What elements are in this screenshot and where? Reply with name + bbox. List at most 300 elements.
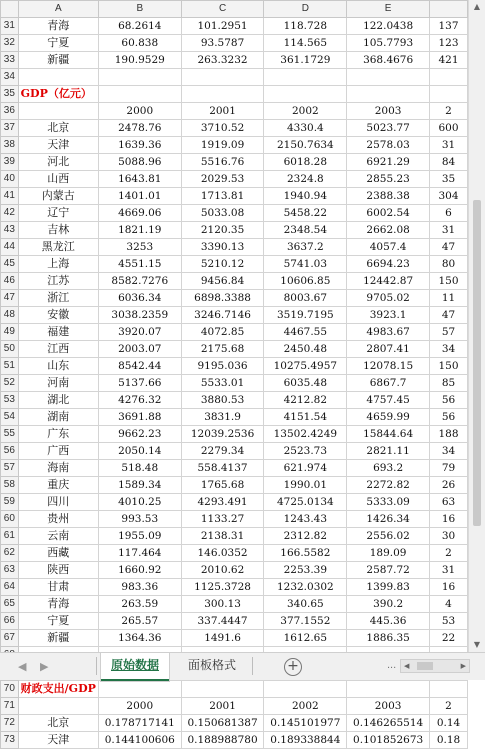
province-cell[interactable]: 甘肃: [18, 579, 98, 596]
province-cell[interactable]: 上海: [18, 256, 98, 273]
value-cell[interactable]: 137: [430, 18, 468, 35]
fiscal-section-title[interactable]: 财政支出/GDP: [18, 681, 98, 698]
add-sheet-icon[interactable]: +: [284, 658, 302, 676]
row-number[interactable]: 34: [1, 69, 19, 86]
province-cell[interactable]: 宁夏: [18, 35, 98, 52]
vertical-scroll-thumb[interactable]: [473, 200, 481, 526]
value-cell[interactable]: 9705.02: [347, 290, 430, 307]
row-number[interactable]: 56: [1, 443, 19, 460]
value-cell[interactable]: 22: [430, 630, 468, 647]
value-cell[interactable]: 105.7793: [347, 35, 430, 52]
value-cell[interactable]: 150: [430, 273, 468, 290]
row-number[interactable]: 66: [1, 613, 19, 630]
province-cell[interactable]: 北京: [18, 120, 98, 137]
value-cell[interactable]: 421: [430, 52, 468, 69]
gdp-section-title[interactable]: GDP（亿元）: [18, 86, 98, 103]
value-cell[interactable]: 9662.23: [98, 426, 181, 443]
value-cell[interactable]: 2807.41: [347, 341, 430, 358]
province-cell[interactable]: 山东: [18, 358, 98, 375]
value-cell[interactable]: 558.4137: [181, 460, 264, 477]
value-cell[interactable]: 1399.83: [347, 579, 430, 596]
value-cell[interactable]: 150: [430, 358, 468, 375]
value-cell[interactable]: 2662.08: [347, 222, 430, 239]
value-cell[interactable]: 1491.6: [181, 630, 264, 647]
value-cell[interactable]: 31: [430, 562, 468, 579]
value-cell[interactable]: 377.1552: [264, 613, 347, 630]
value-cell[interactable]: 4293.491: [181, 494, 264, 511]
value-cell[interactable]: 2010.62: [181, 562, 264, 579]
value-cell[interactable]: 57: [430, 324, 468, 341]
row-number[interactable]: 70: [1, 681, 19, 698]
value-cell[interactable]: 304: [430, 188, 468, 205]
value-cell[interactable]: 5741.03: [264, 256, 347, 273]
value-cell[interactable]: 10606.85: [264, 273, 347, 290]
empty-cell[interactable]: [347, 69, 430, 86]
column-header-f[interactable]: [430, 1, 468, 18]
value-cell[interactable]: 3519.7195: [264, 307, 347, 324]
empty-cell[interactable]: [18, 69, 98, 86]
value-cell[interactable]: 84: [430, 154, 468, 171]
year-cell[interactable]: 2: [430, 698, 468, 715]
value-cell[interactable]: 6921.29: [347, 154, 430, 171]
row-number[interactable]: 67: [1, 630, 19, 647]
value-cell[interactable]: 2003.07: [98, 341, 181, 358]
value-cell[interactable]: 263.59: [98, 596, 181, 613]
value-cell[interactable]: 9195.036: [181, 358, 264, 375]
value-cell[interactable]: 3253: [98, 239, 181, 256]
value-cell[interactable]: 9456.84: [181, 273, 264, 290]
value-cell[interactable]: 518.48: [98, 460, 181, 477]
value-cell[interactable]: 188: [430, 426, 468, 443]
column-header-a[interactable]: A: [18, 1, 98, 18]
value-cell[interactable]: 31: [430, 222, 468, 239]
value-cell[interactable]: 0.101852673: [347, 732, 430, 749]
row-number[interactable]: 43: [1, 222, 19, 239]
row-number[interactable]: 38: [1, 137, 19, 154]
row-number[interactable]: 62: [1, 545, 19, 562]
value-cell[interactable]: 6867.7: [347, 375, 430, 392]
value-cell[interactable]: 2523.73: [264, 443, 347, 460]
horizontal-scroll-thumb[interactable]: [417, 662, 433, 670]
value-cell[interactable]: 80: [430, 256, 468, 273]
province-cell[interactable]: 天津: [18, 137, 98, 154]
row-number[interactable]: 54: [1, 409, 19, 426]
value-cell[interactable]: 1955.09: [98, 528, 181, 545]
value-cell[interactable]: 31: [430, 137, 468, 154]
row-number[interactable]: 59: [1, 494, 19, 511]
row-number[interactable]: 57: [1, 460, 19, 477]
column-header-c[interactable]: C: [181, 1, 264, 18]
empty-cell[interactable]: [264, 681, 347, 698]
value-cell[interactable]: 2478.76: [98, 120, 181, 137]
value-cell[interactable]: 2312.82: [264, 528, 347, 545]
value-cell[interactable]: 2450.48: [264, 341, 347, 358]
value-cell[interactable]: 1886.35: [347, 630, 430, 647]
value-cell[interactable]: 1401.01: [98, 188, 181, 205]
province-cell[interactable]: 宁夏: [18, 613, 98, 630]
value-cell[interactable]: 56: [430, 409, 468, 426]
value-cell[interactable]: 4010.25: [98, 494, 181, 511]
value-cell[interactable]: 8542.44: [98, 358, 181, 375]
year-cell[interactable]: 2: [430, 103, 468, 120]
value-cell[interactable]: 2556.02: [347, 528, 430, 545]
empty-cell[interactable]: [181, 86, 264, 103]
value-cell[interactable]: 6898.3388: [181, 290, 264, 307]
value-cell[interactable]: 1660.92: [98, 562, 181, 579]
column-header-b[interactable]: B: [98, 1, 181, 18]
value-cell[interactable]: 3390.13: [181, 239, 264, 256]
row-number[interactable]: 31: [1, 18, 19, 35]
row-number[interactable]: 40: [1, 171, 19, 188]
value-cell[interactable]: 3246.7146: [181, 307, 264, 324]
value-cell[interactable]: 47: [430, 239, 468, 256]
empty-cell[interactable]: [181, 681, 264, 698]
province-cell[interactable]: 新疆: [18, 630, 98, 647]
value-cell[interactable]: 56: [430, 392, 468, 409]
row-number[interactable]: 41: [1, 188, 19, 205]
province-cell[interactable]: 四川: [18, 494, 98, 511]
value-cell[interactable]: 47: [430, 307, 468, 324]
value-cell[interactable]: 2855.23: [347, 171, 430, 188]
value-cell[interactable]: 3637.2: [264, 239, 347, 256]
empty-cell[interactable]: [430, 86, 468, 103]
value-cell[interactable]: 79: [430, 460, 468, 477]
empty-cell[interactable]: [18, 698, 98, 715]
value-cell[interactable]: 15844.64: [347, 426, 430, 443]
value-cell[interactable]: 68.2614: [98, 18, 181, 35]
value-cell[interactable]: 1589.34: [98, 477, 181, 494]
value-cell[interactable]: 621.974: [264, 460, 347, 477]
value-cell[interactable]: 993.53: [98, 511, 181, 528]
province-cell[interactable]: 西藏: [18, 545, 98, 562]
province-cell[interactable]: 河南: [18, 375, 98, 392]
value-cell[interactable]: 1426.34: [347, 511, 430, 528]
value-cell[interactable]: 265.57: [98, 613, 181, 630]
province-cell[interactable]: 湖南: [18, 409, 98, 426]
province-cell[interactable]: 吉林: [18, 222, 98, 239]
value-cell[interactable]: 1639.36: [98, 137, 181, 154]
value-cell[interactable]: 4072.85: [181, 324, 264, 341]
value-cell[interactable]: 16: [430, 579, 468, 596]
year-cell[interactable]: 2003: [347, 698, 430, 715]
value-cell[interactable]: 5333.09: [347, 494, 430, 511]
value-cell[interactable]: 6035.48: [264, 375, 347, 392]
value-cell[interactable]: 85: [430, 375, 468, 392]
province-cell[interactable]: 广东: [18, 426, 98, 443]
value-cell[interactable]: 693.2: [347, 460, 430, 477]
value-cell[interactable]: 2175.68: [181, 341, 264, 358]
province-cell[interactable]: 浙江: [18, 290, 98, 307]
empty-cell[interactable]: [430, 69, 468, 86]
row-number[interactable]: 32: [1, 35, 19, 52]
value-cell[interactable]: 53: [430, 613, 468, 630]
value-cell[interactable]: 12039.2536: [181, 426, 264, 443]
row-number[interactable]: 65: [1, 596, 19, 613]
select-all-corner[interactable]: [1, 1, 19, 18]
tab-panel-format[interactable]: [178, 653, 246, 679]
value-cell[interactable]: 368.4676: [347, 52, 430, 69]
value-cell[interactable]: 2578.03: [347, 137, 430, 154]
row-number[interactable]: 51: [1, 358, 19, 375]
value-cell[interactable]: 123: [430, 35, 468, 52]
tab-raw-data[interactable]: [101, 653, 169, 681]
empty-cell[interactable]: [347, 86, 430, 103]
value-cell[interactable]: 2348.54: [264, 222, 347, 239]
row-number[interactable]: 39: [1, 154, 19, 171]
value-cell[interactable]: 117.464: [98, 545, 181, 562]
province-cell[interactable]: 湖北: [18, 392, 98, 409]
value-cell[interactable]: 10275.4957: [264, 358, 347, 375]
empty-cell[interactable]: [430, 681, 468, 698]
row-number[interactable]: 53: [1, 392, 19, 409]
province-cell[interactable]: 辽宁: [18, 205, 98, 222]
tab-next-icon[interactable]: ▶: [40, 660, 49, 673]
value-cell[interactable]: 2150.7634: [264, 137, 347, 154]
value-cell[interactable]: 2138.31: [181, 528, 264, 545]
value-cell[interactable]: 5023.77: [347, 120, 430, 137]
column-header-e[interactable]: E: [347, 1, 430, 18]
value-cell[interactable]: 2029.53: [181, 171, 264, 188]
value-cell[interactable]: 189.09: [347, 545, 430, 562]
scroll-up-arrow-icon[interactable]: ▲: [473, 2, 481, 11]
value-cell[interactable]: 1243.43: [264, 511, 347, 528]
value-cell[interactable]: 12442.87: [347, 273, 430, 290]
value-cell[interactable]: 2: [430, 545, 468, 562]
year-cell[interactable]: 2003: [347, 103, 430, 120]
value-cell[interactable]: 6036.34: [98, 290, 181, 307]
value-cell[interactable]: 3831.9: [181, 409, 264, 426]
value-cell[interactable]: 34: [430, 341, 468, 358]
row-number[interactable]: 61: [1, 528, 19, 545]
value-cell[interactable]: 1821.19: [98, 222, 181, 239]
province-cell[interactable]: 山西: [18, 171, 98, 188]
value-cell[interactable]: 34: [430, 443, 468, 460]
year-cell[interactable]: 2001: [181, 698, 264, 715]
province-cell[interactable]: 天津: [18, 732, 98, 749]
value-cell[interactable]: 5137.66: [98, 375, 181, 392]
value-cell[interactable]: 1765.68: [181, 477, 264, 494]
scroll-down-arrow-icon[interactable]: ▼: [473, 640, 481, 649]
value-cell[interactable]: 30: [430, 528, 468, 545]
value-cell[interactable]: 6002.54: [347, 205, 430, 222]
value-cell[interactable]: 340.65: [264, 596, 347, 613]
empty-cell[interactable]: [18, 103, 98, 120]
row-number[interactable]: 52: [1, 375, 19, 392]
value-cell[interactable]: 600: [430, 120, 468, 137]
value-cell[interactable]: 4983.67: [347, 324, 430, 341]
value-cell[interactable]: 4467.55: [264, 324, 347, 341]
value-cell[interactable]: 1232.0302: [264, 579, 347, 596]
value-cell[interactable]: 337.4447: [181, 613, 264, 630]
value-cell[interactable]: 93.5787: [181, 35, 264, 52]
value-cell[interactable]: 4276.32: [98, 392, 181, 409]
value-cell[interactable]: 0.146265514: [347, 715, 430, 732]
province-cell[interactable]: 江西: [18, 341, 98, 358]
row-number[interactable]: 58: [1, 477, 19, 494]
row-number[interactable]: 36: [1, 103, 19, 120]
value-cell[interactable]: 4330.4: [264, 120, 347, 137]
value-cell[interactable]: 4659.99: [347, 409, 430, 426]
row-number[interactable]: 48: [1, 307, 19, 324]
row-number[interactable]: 63: [1, 562, 19, 579]
province-cell[interactable]: 江苏: [18, 273, 98, 290]
row-number[interactable]: 49: [1, 324, 19, 341]
value-cell[interactable]: 1713.81: [181, 188, 264, 205]
year-cell[interactable]: 2000: [98, 103, 181, 120]
value-cell[interactable]: 2253.39: [264, 562, 347, 579]
row-number[interactable]: 45: [1, 256, 19, 273]
value-cell[interactable]: 4757.45: [347, 392, 430, 409]
province-cell[interactable]: 贵州: [18, 511, 98, 528]
scroll-left-arrow-icon[interactable]: ◀: [404, 662, 410, 670]
value-cell[interactable]: 1940.94: [264, 188, 347, 205]
value-cell[interactable]: 1125.3728: [181, 579, 264, 596]
empty-cell[interactable]: [98, 681, 181, 698]
value-cell[interactable]: 4212.82: [264, 392, 347, 409]
year-cell[interactable]: 2000: [98, 698, 181, 715]
value-cell[interactable]: 12078.15: [347, 358, 430, 375]
value-cell[interactable]: 2272.82: [347, 477, 430, 494]
row-number[interactable]: 50: [1, 341, 19, 358]
value-cell[interactable]: 4725.0134: [264, 494, 347, 511]
province-cell[interactable]: 安徽: [18, 307, 98, 324]
value-cell[interactable]: 2587.72: [347, 562, 430, 579]
more-dots-icon[interactable]: ...: [387, 659, 397, 671]
value-cell[interactable]: 3710.52: [181, 120, 264, 137]
province-cell[interactable]: 云南: [18, 528, 98, 545]
province-cell[interactable]: 内蒙古: [18, 188, 98, 205]
scroll-right-arrow-icon[interactable]: ▶: [460, 662, 466, 670]
value-cell[interactable]: 4551.15: [98, 256, 181, 273]
value-cell[interactable]: 390.2: [347, 596, 430, 613]
value-cell[interactable]: 4: [430, 596, 468, 613]
row-number[interactable]: 42: [1, 205, 19, 222]
empty-cell[interactable]: [347, 681, 430, 698]
value-cell[interactable]: 1612.65: [264, 630, 347, 647]
value-cell[interactable]: 8582.7276: [98, 273, 181, 290]
column-header-d[interactable]: D: [264, 1, 347, 18]
value-cell[interactable]: 60.838: [98, 35, 181, 52]
empty-cell[interactable]: [98, 86, 181, 103]
value-cell[interactable]: 122.0438: [347, 18, 430, 35]
value-cell[interactable]: 0.188988780: [181, 732, 264, 749]
value-cell[interactable]: 0.189338844: [264, 732, 347, 749]
value-cell[interactable]: 26: [430, 477, 468, 494]
value-cell[interactable]: 2120.35: [181, 222, 264, 239]
value-cell[interactable]: 6018.28: [264, 154, 347, 171]
value-cell[interactable]: 35: [430, 171, 468, 188]
row-number[interactable]: 33: [1, 52, 19, 69]
row-number[interactable]: 55: [1, 426, 19, 443]
row-number[interactable]: 46: [1, 273, 19, 290]
value-cell[interactable]: 5033.08: [181, 205, 264, 222]
vertical-scrollbar[interactable]: [468, 0, 485, 652]
province-cell[interactable]: 重庆: [18, 477, 98, 494]
value-cell[interactable]: 5533.01: [181, 375, 264, 392]
value-cell[interactable]: 0.14: [430, 715, 468, 732]
value-cell[interactable]: 4057.4: [347, 239, 430, 256]
province-cell[interactable]: 河北: [18, 154, 98, 171]
province-cell[interactable]: 新疆: [18, 52, 98, 69]
row-number[interactable]: 44: [1, 239, 19, 256]
value-cell[interactable]: 0.145101977: [264, 715, 347, 732]
value-cell[interactable]: 5516.76: [181, 154, 264, 171]
value-cell[interactable]: 445.36: [347, 613, 430, 630]
value-cell[interactable]: 2324.8: [264, 171, 347, 188]
value-cell[interactable]: 983.36: [98, 579, 181, 596]
province-cell[interactable]: 北京: [18, 715, 98, 732]
empty-cell[interactable]: [181, 69, 264, 86]
value-cell[interactable]: 0.178717141: [98, 715, 181, 732]
value-cell[interactable]: 1643.81: [98, 171, 181, 188]
value-cell[interactable]: 3691.88: [98, 409, 181, 426]
value-cell[interactable]: 146.0352: [181, 545, 264, 562]
value-cell[interactable]: 5458.22: [264, 205, 347, 222]
value-cell[interactable]: 6: [430, 205, 468, 222]
value-cell[interactable]: 3923.1: [347, 307, 430, 324]
value-cell[interactable]: 1990.01: [264, 477, 347, 494]
row-number[interactable]: 37: [1, 120, 19, 137]
row-number[interactable]: 64: [1, 579, 19, 596]
value-cell[interactable]: 5210.12: [181, 256, 264, 273]
row-number[interactable]: 73: [1, 732, 19, 749]
value-cell[interactable]: 11: [430, 290, 468, 307]
value-cell[interactable]: 1133.27: [181, 511, 264, 528]
row-number[interactable]: 72: [1, 715, 19, 732]
row-number[interactable]: 47: [1, 290, 19, 307]
value-cell[interactable]: 0.150681387: [181, 715, 264, 732]
empty-cell[interactable]: [98, 69, 181, 86]
empty-cell[interactable]: [264, 86, 347, 103]
year-cell[interactable]: 2002: [264, 103, 347, 120]
horizontal-scrollbar[interactable]: [400, 659, 470, 673]
province-cell[interactable]: 陕西: [18, 562, 98, 579]
row-number[interactable]: 35: [1, 86, 19, 103]
row-number[interactable]: 71: [1, 698, 19, 715]
value-cell[interactable]: 6694.23: [347, 256, 430, 273]
value-cell[interactable]: 2050.14: [98, 443, 181, 460]
value-cell[interactable]: 13502.4249: [264, 426, 347, 443]
year-cell[interactable]: 2001: [181, 103, 264, 120]
value-cell[interactable]: 300.13: [181, 596, 264, 613]
row-number[interactable]: 60: [1, 511, 19, 528]
value-cell[interactable]: 114.565: [264, 35, 347, 52]
province-cell[interactable]: 青海: [18, 596, 98, 613]
province-cell[interactable]: 广西: [18, 443, 98, 460]
value-cell[interactable]: 2821.11: [347, 443, 430, 460]
value-cell[interactable]: 3038.2359: [98, 307, 181, 324]
province-cell[interactable]: 海南: [18, 460, 98, 477]
value-cell[interactable]: 16: [430, 511, 468, 528]
tab-prev-icon[interactable]: ◀: [18, 660, 27, 673]
province-cell[interactable]: 福建: [18, 324, 98, 341]
empty-cell[interactable]: [264, 69, 347, 86]
value-cell[interactable]: 101.2951: [181, 18, 264, 35]
value-cell[interactable]: 2279.34: [181, 443, 264, 460]
value-cell[interactable]: 4669.06: [98, 205, 181, 222]
value-cell[interactable]: 0.18: [430, 732, 468, 749]
value-cell[interactable]: 166.5582: [264, 545, 347, 562]
province-cell[interactable]: 青海: [18, 18, 98, 35]
value-cell[interactable]: 361.1729: [264, 52, 347, 69]
value-cell[interactable]: 263.3232: [181, 52, 264, 69]
value-cell[interactable]: 2388.38: [347, 188, 430, 205]
value-cell[interactable]: 8003.67: [264, 290, 347, 307]
value-cell[interactable]: 0.144100606: [98, 732, 181, 749]
province-cell[interactable]: 黑龙江: [18, 239, 98, 256]
value-cell[interactable]: 3920.07: [98, 324, 181, 341]
value-cell[interactable]: 4151.54: [264, 409, 347, 426]
